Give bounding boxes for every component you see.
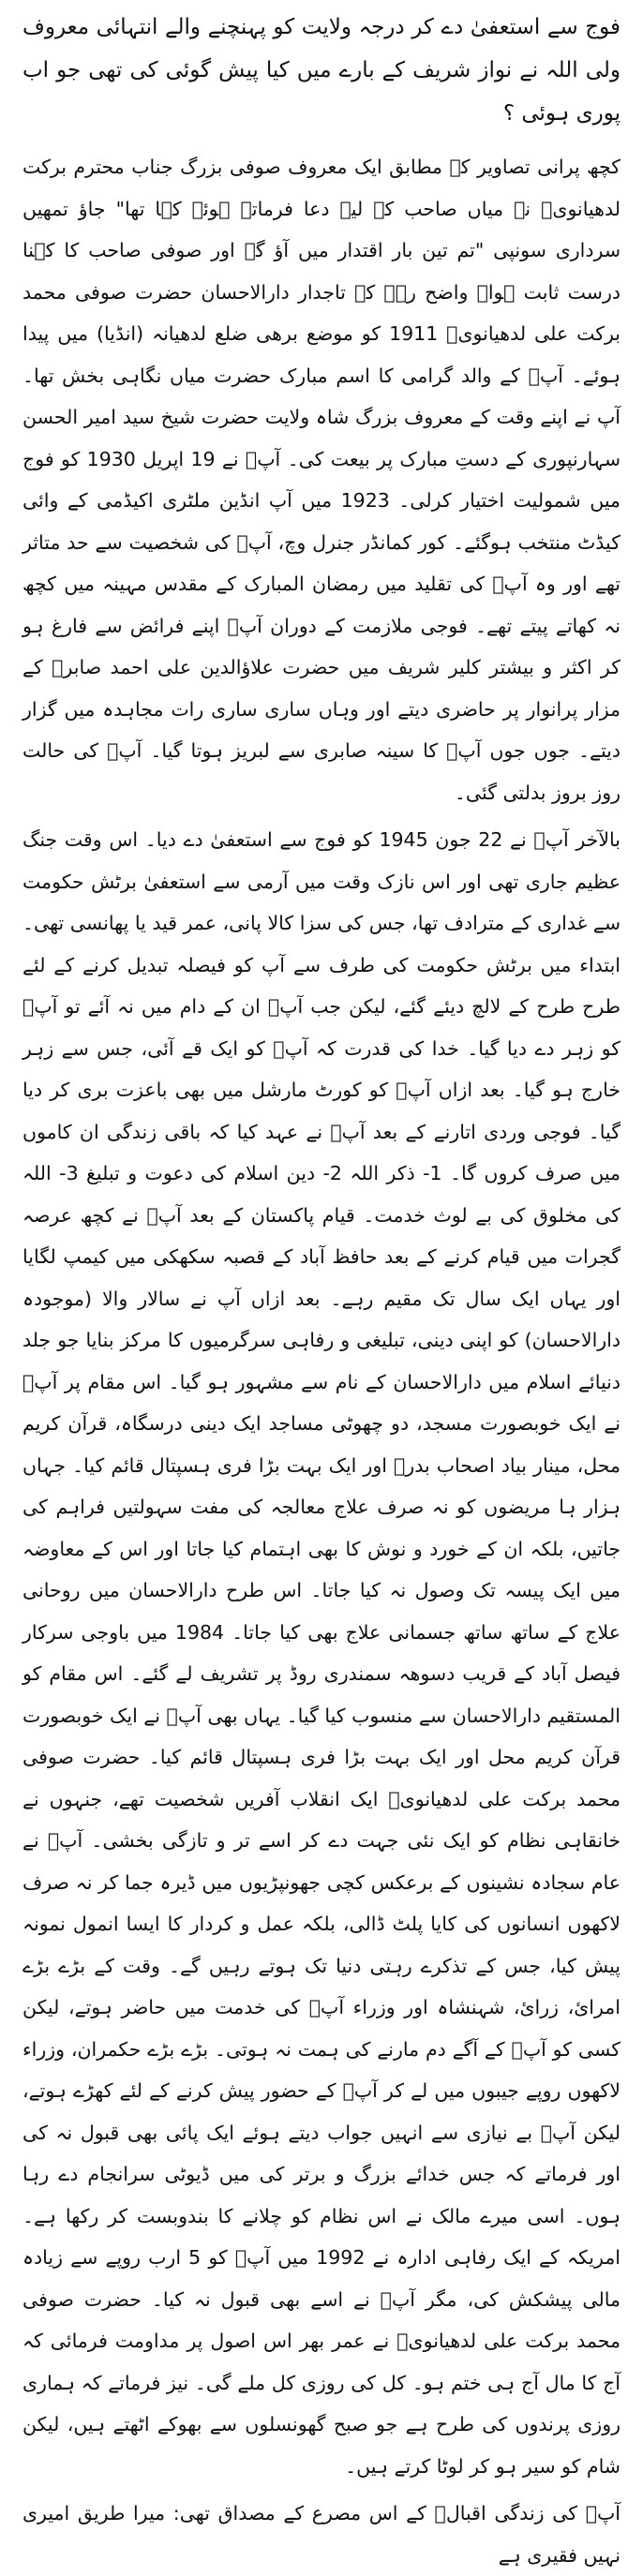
article-headline: فوج سے استعفیٰ دے کر درجہ ولایت کو پہنچنے والے انتہائی معروف ولی اللہ نے نواز شریف کے بارے میں کیا پیش گوئی کی تھی جو اب پوری ہوئی ؟ bbox=[22, 15, 621, 126]
article-paragraph-1: کچھ پرانی تصاویر کے مطابق ایک معروف صوفی بزرگ جناب محترم برکت لدھیانویؒ نے میاں صاحب کے لیے دعا فرماتے ہوئے کہا تھا" جاؤ تمھیں سرداری سونپی "تم تین بار اقتدار میں آؤ گے اور صوفی صاحب کا کہنا درست ثابت ہوا۔ واضح رہے کہ تاجدار دارالاحسان حضرت صوفی محمد برکت علی لدھیانویؒ 1911 کو موضع برھی ضلع لدھیانہ (انڈیا) میں پیدا ہوئے۔ آپؒ کے والد گرامی کا اسم مبارک حضرت میاں نگاہی بخش تھا۔ آپ نے اپنے وقت کے معروف بزرگ شاہ ولایت حضرت شیخ سید امیر الحسن سہارنپوری کے دستِ مبارک پر بیعت کی۔ آپؒ نے 19 اپریل 1930 کو فوج میں شمولیت اختیار کرلی۔ 1923 میں آپ انڈین ملٹری اکیڈمی کے وائی کیڈٹ منتخب ہوگئے۔ کور کمانڈر جنرل وچ، آپؒ کی شخصیت سے حد متاثر تھے اور وہ آپؒ کی تقلید میں رمضان المبارک کے مقدس مہینہ میں کچھ نہ کھاتے پیتے تھے۔ فوجی ملازمت کے دوران آپؒ اپنے فرائض سے فارغ ہو کر اکثر و بیشتر کلیر شریف میں حضرت علاؤالدین علی احمد صابرؒ کے مزار پرانوار پر حاضری دیتے اور وہاں ساری ساری رات مجاہدہ میں گزار دیتے۔ جوں جوں آپؒ کا سینہ صابری سے لبریز ہوتا گیا۔ آپؒ کی حالت روز بروز بدلتی گئی۔ bbox=[22, 156, 621, 804]
article-paragraph-2: بالآخر آپؒ نے 22 جون 1945 کو فوج سے استعفیٰ دے دیا۔ اس وقت جنگ عظیم جاری تھی اور اس نازک وقت میں آرمی سے استعفیٰ برٹش حکومت سے غداری کے مترادف تھا، جس کی سزا کالا پانی، عمر قید یا پھانسی تھی۔ ابتداء میں برٹش حکومت کی طرف سے آپ کو فیصلہ تبدیل کرنے کے لئے طرح طرح کے لالچ دیئے گئے، لیکن جب آپؒ ان کے دام میں نہ آئے تو آپؒ کو زہر دے دیا گیا۔ خدا کی قدرت کہ آپؒ کو ایک قے آئی، جس سے زہر خارج ہو گیا۔ بعد ازاں آپؒ کو کورٹ مارشل میں بھی باعزت بری کر دیا گیا۔ فوجی وردی اتارنے کے بعد آپؒ نے عہد کیا کہ باقی زندگی ان کاموں میں صرف کروں گا۔ 1- ذکر اللہ 2- دین اسلام کی دعوت و تبلیغ 3- اللہ کی مخلوق کی بے لوث خدمت۔ قیام پاکستان کے بعد آپؒ نے کچھ عرصہ گجرات میں قیام کرنے کے بعد حافظ آباد کے قصبہ سکھکی میں کیمپ لگایا اور یہاں ایک سال تک مقیم رہے۔ بعد ازاں آپ نے سالار والا (موجودہ دارالاحسان) کو اپنی دینی، تبلیغی و رفاہی سرگرمیوں کا مرکز بنایا جو جلد دنیائے اسلام میں دارالاحسان کے نام سے مشہور ہو گیا۔ اس مقام پر آپؒ نے ایک خوبصورت مسجد، دو چھوٹی مساجد ایک دینی درسگاہ، قرآن کریم محل، مینار بیاد اصحاب بدرؓ اور ایک بہت بڑا فری ہسپتال قائم کیا۔ جہاں ہزار ہا مریضوں کو نہ صرف علاج معالجہ کی مفت سہولتیں فراہم کی جاتیں، بلکہ ان کے خورد و نوش کا بھی اہتمام کیا جاتا اور اس کے معاوضہ میں ایک پیسہ تک وصول نہ کیا جاتا۔ اس طرح دارالاحسان میں روحانی علاج کے ساتھ ساتھ جسمانی علاج بھی کیا جاتا۔ 1984 میں باوجی سرکار فیصل آباد کے قریب دسوھہ سمندری روڈ پر تشریف لے گئے۔ اس مقام کو المستقیم دارالاحسان سے منسوب کیا گیا۔ یہاں بھی آپؒ نے ایک خوبصورت قرآن کریم محل اور ایک بہت بڑا فری ہسپتال قائم کیا۔ حضرت صوفی محمد برکت علی لدھیانویؒ ایک انقلاب آفریں شخصیت تھے، جنہوں نے خانقاہی نظام کو ایک نئی جہت دے کر اسے تر و تازگی بخشی۔ آپؒ نے عام سجادہ نشینوں کے برعکس کچی جھونپڑیوں میں ڈیرہ جما کر نہ صرف لاکھوں انسانوں کی کایا پلٹ ڈالی، بلکہ عمل و کردار کا ایسا انمول نمونہ پیش کیا، جس کے تذکرے رہتی دنیا تک ہوتے رہیں گے۔ وقت کے بڑے بڑے امرائ، زرائ، شہنشاہ اور وزراء آپؒ کی خدمت میں حاضر ہوتے، لیکن کسی کو آپؒ کے آگے دم مارنے کی ہمت نہ ہوتی۔ بڑے بڑے حکمران، وزراء لاکھوں روپے جیبوں میں لے کر آپؒ کے حضور پیش کرنے کے لئے کھڑے ہوتے، لیکن آپؒ بے نیازی سے انہیں جواب دیتے ہوئے ایک پائی بھی قبول نہ کی اور فرماتے کہ جس خدائے بزرگ و برتر کی میں ڈیوٹی سرانجام دے رہا ہوں۔ اسی میرے مالک نے اس نظام کو چلانے کا بندوبست کر رکھا ہے۔ امریکہ کے ایک رفاہی ادارہ نے 1992 میں آپؒ کو 5 ارب روپے سے زیادہ مالی پیشکش کی، مگر آپؒ نے اسے بھی قبول نہ کیا۔ حضرت صوفی محمد برکت علی لدھیانویؒ نے عمر بھر اس اصول پر مداومت فرمائی کہ آج کا مال آج ہی ختم ہو۔ کل کی روزی کل ملے گی۔ نیز فرماتے کہ ہماری روزی پرندوں کی طرح ہے جو صبح گھونسلوں سے بھوکے اٹھتے ہیں، لیکن شام کو سیر ہو کر لوٹا کرتے ہیں۔ bbox=[22, 828, 621, 2478]
article-paragraph-3: آپؒ کی زندگی اقبالؒ کے اس مصرع کے مصداق تھی: میرا طریق امیری نہیں فقیری ہے bbox=[22, 2502, 621, 2567]
